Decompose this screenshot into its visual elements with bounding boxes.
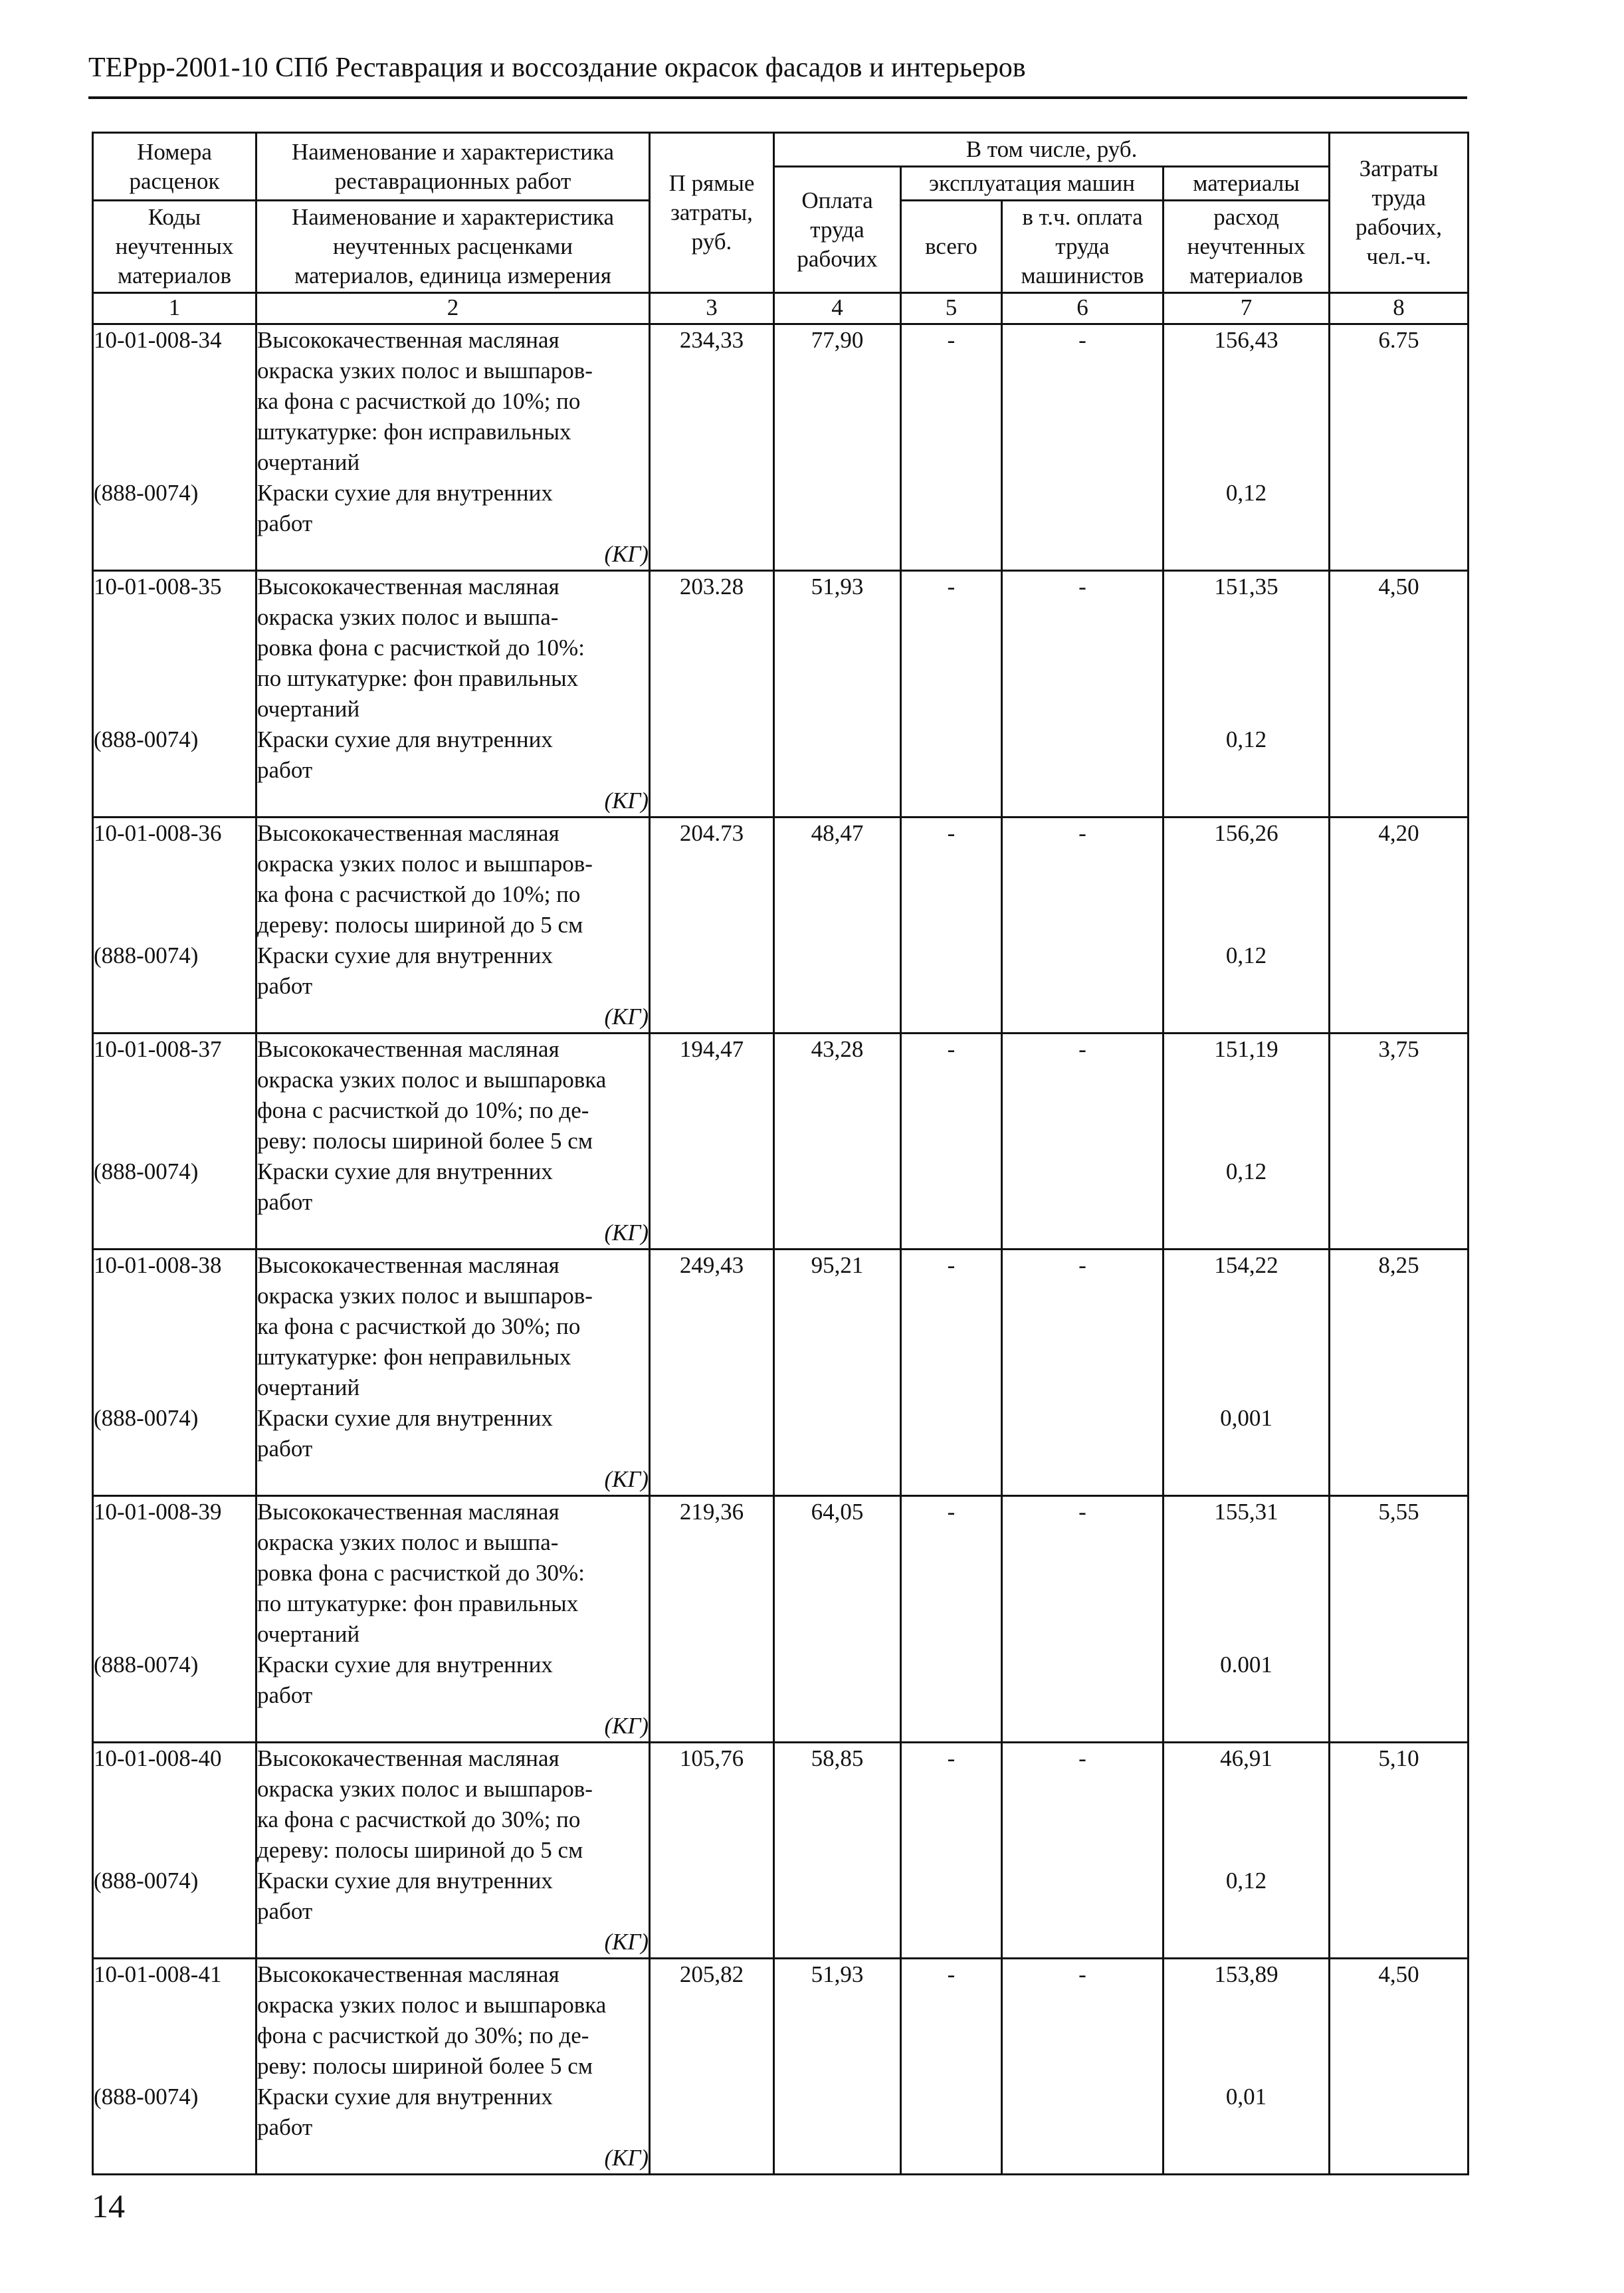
materials-cell <box>1164 324 1330 571</box>
labor-costs-value: 4,50 <box>1378 1961 1419 1987</box>
column-number: 6 <box>1002 293 1164 324</box>
material-code: (888-0074) <box>94 1868 199 1894</box>
labor-costs-value: 5,55 <box>1378 1499 1419 1525</box>
material-unit: (КГ) <box>604 1929 649 1955</box>
labor-costs-value: 4,50 <box>1378 574 1419 600</box>
direct-costs-value: 204.73 <box>679 820 744 846</box>
labor-costs-cell <box>1330 1959 1469 2175</box>
material-code: (888-0074) <box>94 2084 199 2110</box>
material-description-line: Краски сухие для внутренних <box>257 1868 553 1894</box>
material-description-line: Краски сухие для внутренних <box>257 1405 553 1431</box>
work-description-line: Высококачественная масляная <box>257 1036 559 1062</box>
description-cell <box>256 1250 650 1496</box>
table-row <box>93 1743 1469 1959</box>
work-description-line: очертаний <box>257 1621 360 1647</box>
work-description-line: Высококачественная масляная <box>257 1961 559 1987</box>
header-machinist-wages: в т.ч. оплата труда машинистов <box>1002 201 1164 293</box>
labor-costs-cell <box>1330 1250 1469 1496</box>
materials-cell <box>1164 1034 1330 1250</box>
material-consumption-value: 0,12 <box>1225 726 1267 752</box>
rate-code: 10-01-008-36 <box>94 820 222 846</box>
machinist-wages-value: - <box>1078 327 1086 353</box>
header-materials: материалы <box>1164 167 1330 201</box>
worker-wages-value: 77,90 <box>811 327 864 353</box>
material-description-line: Краски сухие для внутренних <box>257 2084 553 2110</box>
direct-costs-value: 205,82 <box>679 1961 744 1987</box>
materials-cell <box>1164 818 1330 1034</box>
material-code: (888-0074) <box>94 726 199 752</box>
materials-value: 151,35 <box>1214 574 1278 600</box>
work-description-line: очертаний <box>257 696 360 722</box>
direct-costs-value: 234,33 <box>679 327 744 353</box>
labor-costs-value: 6.75 <box>1378 327 1419 353</box>
direct-costs-value: 194,47 <box>679 1036 744 1062</box>
material-consumption-value: 0,12 <box>1225 942 1267 968</box>
direct-costs-cell <box>650 1034 774 1250</box>
work-description-line: окраска узких полос и вышпаров- <box>257 1776 593 1802</box>
work-description-line: реву: полосы шириной более 5 см <box>257 2053 593 2079</box>
worker-wages-value: 64,05 <box>811 1499 864 1525</box>
machines-total-value: - <box>947 820 956 846</box>
material-description-line: работ <box>257 1898 313 1924</box>
work-description-line: Высококачественная масляная <box>257 1745 559 1771</box>
material-consumption-value: 0,001 <box>1220 1405 1272 1431</box>
work-description-line: окраска узких полос и вышпаров- <box>257 851 593 877</box>
material-description-line: Краски сухие для внутренних <box>257 726 553 752</box>
work-description-line: фона с расчисткой до 30%; по де- <box>257 2022 589 2048</box>
labor-costs-value: 8,25 <box>1378 1252 1419 1278</box>
machines-total-cell <box>901 1250 1002 1496</box>
worker-wages-value: 51,93 <box>811 574 864 600</box>
work-description-line: Высококачественная масляная <box>257 574 559 600</box>
rate-code: 10-01-008-35 <box>94 574 222 600</box>
machines-total-cell <box>901 818 1002 1034</box>
materials-value: 156,26 <box>1214 820 1278 846</box>
header-code-bottom: Коды неучтенных материалов <box>93 201 256 293</box>
header-machines: эксплуатация машин <box>901 167 1164 201</box>
rate-code-cell <box>93 571 256 818</box>
rates-table <box>92 132 1469 2175</box>
worker-wages-cell <box>774 571 901 818</box>
machinist-wages-cell <box>1002 324 1164 571</box>
work-description-line: штукатурке: фон исправильных <box>257 419 571 445</box>
work-description-line: окраска узких полос и вышпа- <box>257 1529 559 1555</box>
table-head <box>93 133 1469 293</box>
material-code: (888-0074) <box>94 480 199 506</box>
rate-code: 10-01-008-34 <box>94 327 222 353</box>
direct-costs-cell <box>650 1250 774 1496</box>
material-description-line: работ <box>257 2114 313 2140</box>
rate-code-cell <box>93 1743 256 1959</box>
labor-costs-cell <box>1330 1743 1469 1959</box>
work-description-line: дереву: полосы шириной до 5 см <box>257 912 583 938</box>
worker-wages-cell <box>774 818 901 1034</box>
machinist-wages-cell <box>1002 1034 1164 1250</box>
direct-costs-cell <box>650 1959 774 2175</box>
materials-value: 155,31 <box>1214 1499 1278 1525</box>
materials-cell <box>1164 1959 1330 2175</box>
direct-costs-cell <box>650 571 774 818</box>
material-consumption-value: 0,12 <box>1225 1868 1267 1894</box>
header-divider <box>88 96 1467 99</box>
work-description-line: очертаний <box>257 1374 360 1400</box>
material-consumption-value: 0,12 <box>1225 480 1267 506</box>
table-row <box>93 1496 1469 1743</box>
direct-costs-value: 219,36 <box>679 1499 744 1525</box>
material-description-line: Краски сухие для внутренних <box>257 1652 553 1678</box>
worker-wages-value: 58,85 <box>811 1745 864 1771</box>
material-code: (888-0074) <box>94 1158 199 1184</box>
labor-costs-value: 4,20 <box>1378 820 1419 846</box>
material-description-line: Краски сухие для внутренних <box>257 942 553 968</box>
work-description-line: ка фона с расчисткой до 30%; по <box>257 1313 581 1339</box>
work-description-line: Высококачественная масляная <box>257 1252 559 1278</box>
machinist-wages-value: - <box>1078 1961 1086 1987</box>
machines-total-value: - <box>947 1252 956 1278</box>
rate-code: 10-01-008-41 <box>94 1961 222 1987</box>
column-number-row <box>93 293 1469 324</box>
machinist-wages-value: - <box>1078 1252 1086 1278</box>
column-number: 7 <box>1164 293 1330 324</box>
materials-value: 154,22 <box>1214 1252 1278 1278</box>
machines-total-cell <box>901 1743 1002 1959</box>
work-description-line: ровка фона с расчисткой до 30%: <box>257 1560 585 1586</box>
labor-costs-cell <box>1330 571 1469 818</box>
material-unit: (КГ) <box>604 1713 649 1739</box>
table-row <box>93 324 1469 571</box>
machinist-wages-cell <box>1002 571 1164 818</box>
material-description-line: работ <box>257 1189 313 1215</box>
materials-value: 156,43 <box>1214 327 1278 353</box>
machinist-wages-value: - <box>1078 1036 1086 1062</box>
work-description-line: окраска узких полос и вышпаровка <box>257 1067 607 1093</box>
materials-cell <box>1164 1743 1330 1959</box>
header-name-top: Наименование и характеристика реставрационных работ <box>256 133 650 201</box>
material-unit: (КГ) <box>604 1466 649 1492</box>
machines-total-value: - <box>947 327 956 353</box>
header-labor-costs: Затраты труда рабочих, чел.-ч. <box>1330 133 1469 293</box>
material-description-line: работ <box>257 1436 313 1462</box>
rate-code: 10-01-008-40 <box>94 1745 222 1771</box>
work-description-line: очертаний <box>257 449 360 475</box>
material-description-line: работ <box>257 510 313 536</box>
header-code-top: Номера расценок <box>93 133 256 201</box>
machinist-wages-value: - <box>1078 574 1086 600</box>
labor-costs-cell <box>1330 324 1469 571</box>
machinist-wages-cell <box>1002 1496 1164 1743</box>
direct-costs-value: 105,76 <box>679 1745 744 1771</box>
materials-cell <box>1164 1496 1330 1743</box>
materials-cell <box>1164 571 1330 818</box>
header-materials-consumption: расход неучтенных материалов <box>1164 201 1330 293</box>
work-description-line: окраска узких полос и вышпаровка <box>257 1992 607 2018</box>
column-number: 5 <box>901 293 1002 324</box>
machines-total-cell <box>901 1034 1002 1250</box>
work-description-line: Высококачественная масляная <box>257 1499 559 1525</box>
machines-total-cell <box>901 324 1002 571</box>
machinist-wages-cell <box>1002 818 1164 1034</box>
work-description-line: ка фона с расчисткой до 10%; по <box>257 388 581 414</box>
rate-code-cell <box>93 1034 256 1250</box>
machinist-wages-value: - <box>1078 1499 1086 1525</box>
description-cell <box>256 324 650 571</box>
material-description-line: работ <box>257 973 313 999</box>
table-row <box>93 571 1469 818</box>
material-description-line: работ <box>257 757 313 783</box>
machines-total-value: - <box>947 1961 956 1987</box>
machinist-wages-value: - <box>1078 1745 1086 1771</box>
work-description-line: окраска узких полос и вышпаров- <box>257 358 593 383</box>
work-description-line: штукатурке: фон неправильных <box>257 1344 571 1370</box>
labor-costs-cell <box>1330 1034 1469 1250</box>
column-number: 3 <box>650 293 774 324</box>
work-description-line: Высококачественная масляная <box>257 327 559 353</box>
description-cell <box>256 1959 650 2175</box>
rate-code: 10-01-008-38 <box>94 1252 222 1278</box>
material-consumption-value: 0.001 <box>1220 1652 1272 1678</box>
description-cell <box>256 1496 650 1743</box>
machinist-wages-value: - <box>1078 820 1086 846</box>
worker-wages-value: 48,47 <box>811 820 864 846</box>
description-cell <box>256 1743 650 1959</box>
rate-code-cell <box>93 1496 256 1743</box>
material-unit: (КГ) <box>604 1004 649 1030</box>
machines-total-cell <box>901 1959 1002 2175</box>
work-description-line: по штукатурке: фон правильных <box>257 665 579 691</box>
direct-costs-cell <box>650 1496 774 1743</box>
machines-total-value: - <box>947 1036 956 1062</box>
direct-costs-cell <box>650 818 774 1034</box>
rate-code-cell <box>93 818 256 1034</box>
table-row <box>93 1250 1469 1496</box>
description-cell <box>256 571 650 818</box>
material-code: (888-0074) <box>94 1405 199 1431</box>
worker-wages-cell <box>774 1250 901 1496</box>
labor-costs-cell <box>1330 818 1469 1034</box>
rate-code: 10-01-008-39 <box>94 1499 222 1525</box>
work-description-line: реву: полосы шириной более 5 см <box>257 1128 593 1154</box>
materials-value: 153,89 <box>1214 1961 1278 1987</box>
worker-wages-value: 51,93 <box>811 1961 864 1987</box>
table-row <box>93 818 1469 1034</box>
worker-wages-cell <box>774 1496 901 1743</box>
machinist-wages-cell <box>1002 1959 1164 2175</box>
header-wages: Оплата труда рабочих <box>774 167 901 293</box>
work-description-line: окраска узких полос и вышпаров- <box>257 1283 593 1309</box>
column-number: 2 <box>256 293 650 324</box>
materials-value: 151,19 <box>1214 1036 1278 1062</box>
header-name-bottom: Наименование и характеристика неучтенных расценками материалов, единица измерения <box>256 201 650 293</box>
materials-cell <box>1164 1250 1330 1496</box>
worker-wages-value: 43,28 <box>811 1036 864 1062</box>
machines-total-cell <box>901 1496 1002 1743</box>
direct-costs-cell <box>650 324 774 571</box>
work-description-line: фона с расчисткой до 10%; по де- <box>257 1097 589 1123</box>
material-unit: (КГ) <box>604 788 649 814</box>
material-description-line: Краски сухие для внутренних <box>257 1158 553 1184</box>
machinist-wages-cell <box>1002 1250 1164 1496</box>
description-cell <box>256 818 650 1034</box>
direct-costs-value: 249,43 <box>679 1252 744 1278</box>
material-code: (888-0074) <box>94 1652 199 1678</box>
machines-total-cell <box>901 571 1002 818</box>
material-consumption-value: 0,12 <box>1225 1158 1267 1184</box>
material-unit: (КГ) <box>604 541 649 567</box>
material-consumption-value: 0,01 <box>1225 2084 1267 2110</box>
work-description-line: по штукатурке: фон правильных <box>257 1590 579 1616</box>
work-description-line: Высококачественная масляная <box>257 820 559 846</box>
rate-code: 10-01-008-37 <box>94 1036 222 1062</box>
direct-costs-value: 203.28 <box>679 574 744 600</box>
rate-code-cell <box>93 1959 256 2175</box>
rate-code-cell <box>93 1250 256 1496</box>
machines-total-value: - <box>947 1499 956 1525</box>
work-description-line: ровка фона с расчисткой до 10%: <box>257 635 585 661</box>
header-including: В том числе, руб. <box>774 133 1330 167</box>
material-description-line: Краски сухие для внутренних <box>257 480 553 506</box>
worker-wages-cell <box>774 1743 901 1959</box>
material-unit: (КГ) <box>604 2145 649 2171</box>
table-row <box>93 1959 1469 2175</box>
header-machines-total: всего <box>901 201 1002 293</box>
labor-costs-cell <box>1330 1496 1469 1743</box>
header-direct-costs: П рямые затраты, руб. <box>650 133 774 293</box>
material-description-line: работ <box>257 1682 313 1708</box>
material-code: (888-0074) <box>94 942 199 968</box>
column-number: 8 <box>1330 293 1469 324</box>
table-body <box>93 293 1469 2175</box>
work-description-line: дереву: полосы шириной до 5 см <box>257 1837 583 1863</box>
material-unit: (КГ) <box>604 1220 649 1246</box>
worker-wages-cell <box>774 1034 901 1250</box>
table-row <box>93 1034 1469 1250</box>
work-description-line: окраска узких полос и вышпа- <box>257 604 559 630</box>
materials-value: 46,91 <box>1220 1745 1272 1771</box>
worker-wages-value: 95,21 <box>811 1252 864 1278</box>
column-number: 1 <box>93 293 256 324</box>
labor-costs-value: 3,75 <box>1378 1036 1419 1062</box>
page-header-title: ТЕРрр-2001-10 СПб Реставрация и воссоздание окрасок фасадов и интерьеров <box>88 53 1026 83</box>
labor-costs-value: 5,10 <box>1378 1745 1419 1771</box>
page-number: 14 <box>92 2187 125 2225</box>
machines-total-value: - <box>947 574 956 600</box>
work-description-line: ка фона с расчисткой до 10%; по <box>257 881 581 907</box>
direct-costs-cell <box>650 1743 774 1959</box>
machines-total-value: - <box>947 1745 956 1771</box>
machinist-wages-cell <box>1002 1743 1164 1959</box>
column-number: 4 <box>774 293 901 324</box>
rate-code-cell <box>93 324 256 571</box>
description-cell <box>256 1034 650 1250</box>
work-description-line: ка фона с расчисткой до 30%; по <box>257 1806 581 1832</box>
worker-wages-cell <box>774 324 901 571</box>
worker-wages-cell <box>774 1959 901 2175</box>
